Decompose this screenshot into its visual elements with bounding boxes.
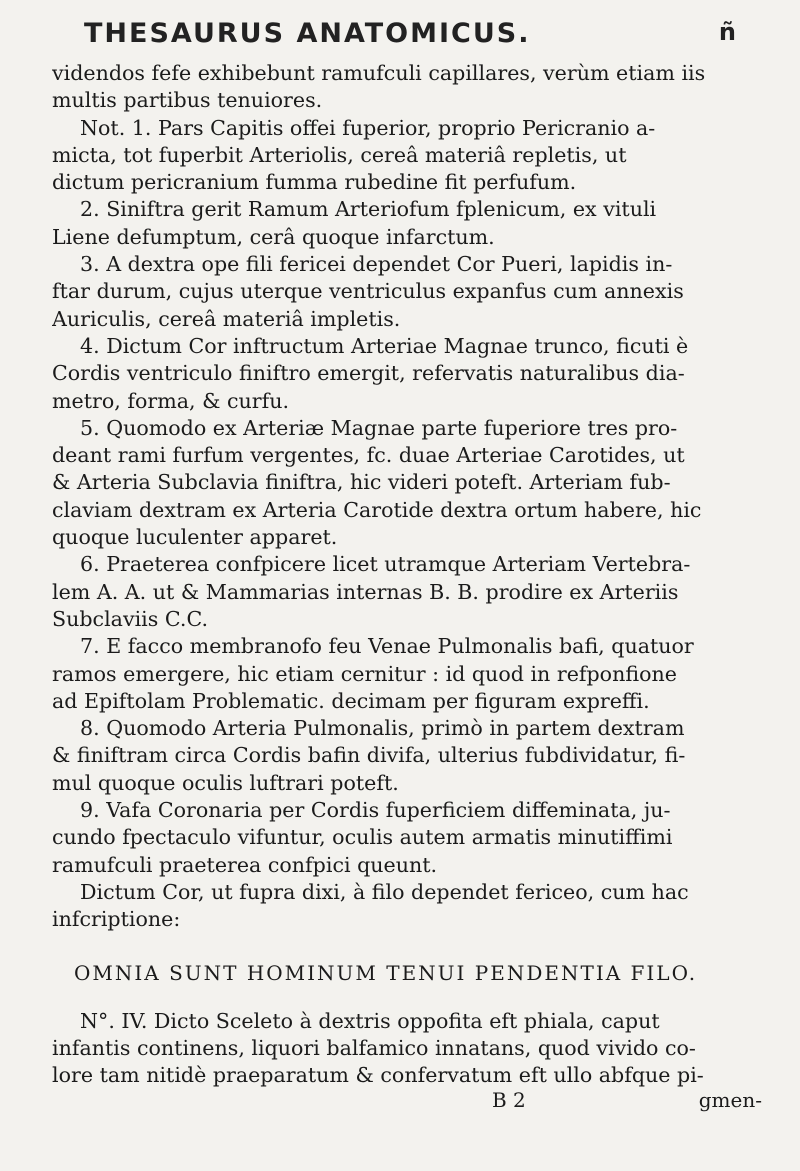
body-text xyxy=(52,60,762,1111)
text-line: cundo fpectaculo vifuntur, oculis autem armatis minutiffimi xyxy=(52,825,673,850)
section-heading-line: N°. IV. Dicto Sceleto à dextris oppofita eft phiala, caput xyxy=(80,1008,660,1033)
text-line: metro, forma, & curfu. xyxy=(52,388,290,413)
text-line: quoque luculenter apparet. xyxy=(52,525,338,550)
text-line: videndos fefe exhibebunt ramufculi capillares, verùm etiam iis xyxy=(52,61,706,85)
text-line: Auriculis, cereâ materiâ impletis. xyxy=(52,306,401,331)
text-line: claviam dextram ex Arteria Carotide dextra ortum habere, hic xyxy=(52,497,702,522)
motto-inscription: OMNIA SUNT HOMINUM TENUI PENDENTIA FILO. xyxy=(74,960,698,985)
running-head: THESAURUS ANATOMICUS. xyxy=(84,18,531,49)
text-line: 5. Quomodo ex Arteriæ Magnae parte fuperiore tres pro- xyxy=(80,415,678,440)
text-line: 4. Dictum Cor inftructum Arteriae Magnae trunco, ficuti è xyxy=(80,333,689,358)
page-number: ñ xyxy=(718,18,736,46)
spacer xyxy=(52,934,762,960)
text-line: ad Epiftolam Problematic. decimam per figuram expreffi. xyxy=(52,688,650,713)
text-line: 2. Siniftra gerit Ramum Arteriofum fplenicum, ex vituli xyxy=(80,197,657,222)
text-line: mul quoque oculis luftrari poteft. xyxy=(52,770,399,795)
spacer xyxy=(52,992,762,1008)
text-line: Not. 1. Pars Capitis offei fuperior, proprio Pericranio a- xyxy=(80,115,656,140)
text-line: Liene defumptum, cerâ quoque infarctum. xyxy=(52,224,495,249)
text-line: dictum pericranium fumma rubedine fit perfufum. xyxy=(52,170,577,195)
text-line: Subclaviis C.C. xyxy=(52,606,209,631)
catchword: gmen- xyxy=(698,1088,762,1113)
text-line: lem A. A. ut & Mammarias internas B. B. prodire ex Arteriis xyxy=(52,579,679,604)
text-line: deant rami furfum vergentes, fc. duae Arteriae Carotides, ut xyxy=(52,443,685,468)
text-line: ramos emergere, hic etiam cernitur : id quod in refponfione xyxy=(52,661,677,686)
text-line: ftar durum, cujus uterque ventriculus expanfus cum annexis xyxy=(52,279,684,304)
text-line: 3. A dextra ope fili fericei dependet Cor Pueri, lapidis in- xyxy=(80,252,673,277)
text-line: ramufculi praeterea confpici queunt. xyxy=(52,852,438,877)
text-line: Cordis ventriculo finiftro emergit, refervatis naturalibus dia- xyxy=(52,361,685,386)
text-line: 8. Quomodo Arteria Pulmonalis, primò in partem dextram xyxy=(80,716,685,741)
text-line: lore tam nitidè praeparatum & confervatum eft ullo abfque pi- xyxy=(52,1063,704,1088)
text-line: 9. Vafa Coronaria per Cordis fuperficiem diffeminata, ju- xyxy=(80,798,671,823)
text-line: & finiftram circa Cordis bafin divifa, ulterius fubdividatur, fi- xyxy=(52,743,686,768)
text-line: Dictum Cor, ut fupra dixi, à filo dependet fericeo, cum hac xyxy=(80,879,689,904)
signature-mark: B 2 xyxy=(492,1088,526,1113)
text-line: 7. E facco membranofo feu Venae Pulmonalis bafi, quatuor xyxy=(80,634,694,659)
text-line: 6. Praeterea confpicere licet utramque Arteriam Vertebra- xyxy=(80,552,691,577)
text-line: infcriptione: xyxy=(52,907,181,932)
text-line: & Arteria Subclavia finiftra, hic videri poteft. Arteriam fub- xyxy=(52,470,671,495)
footer-line xyxy=(52,1089,762,1111)
text-line: infantis continens, liquori balfamico innatans, quod vivido co- xyxy=(52,1035,696,1060)
text-line: micta, tot fuperbit Arteriolis, cereâ materiâ repletis, ut xyxy=(52,142,627,167)
text-line: multis partibus tenuiores. xyxy=(52,88,323,113)
